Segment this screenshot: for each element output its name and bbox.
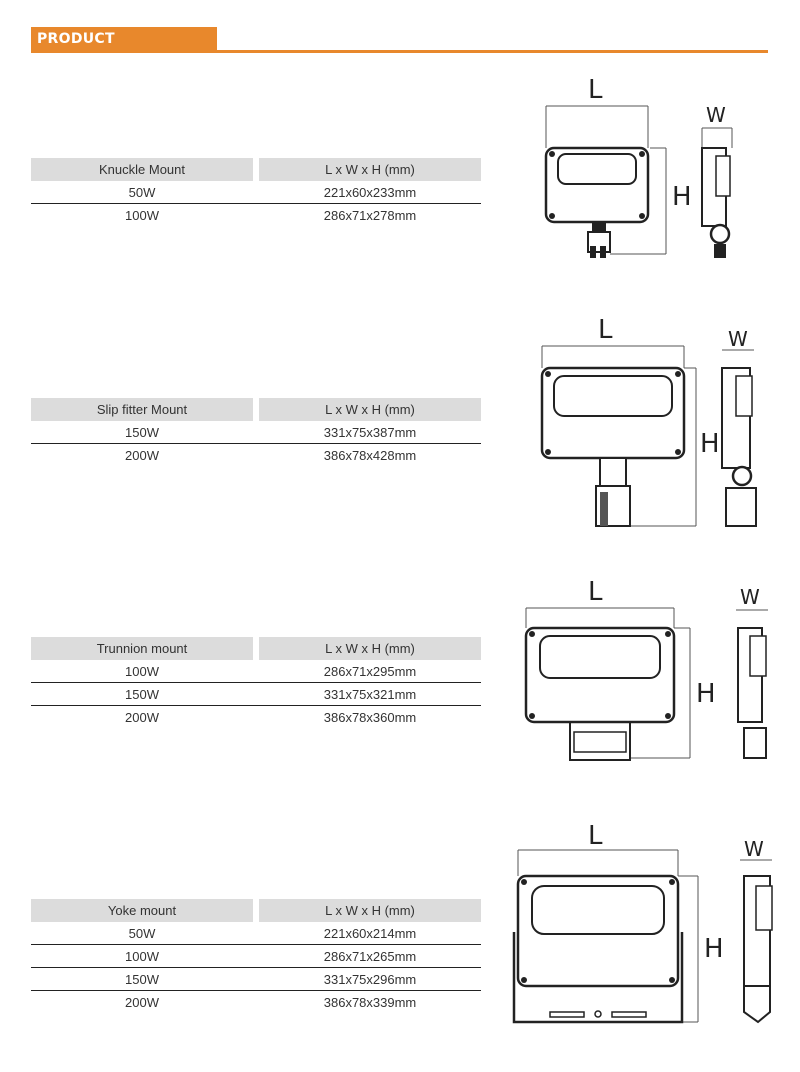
- power-cell: 150W: [125, 687, 159, 702]
- dims-header: L x W x H (mm): [259, 158, 481, 181]
- yoke-mount-drawing: [500, 812, 785, 1037]
- power-cell: 150W: [125, 425, 159, 440]
- section-title: PRODUCT SPECIFICATION: [31, 27, 217, 51]
- mount-type-header: Yoke mount: [31, 899, 253, 922]
- power-cell: 100W: [125, 208, 159, 223]
- table-header-row: [31, 899, 481, 922]
- width-label: W: [706, 103, 726, 127]
- power-cell: 50W: [128, 926, 156, 941]
- dims-cell: 386x78x428mm: [323, 448, 417, 463]
- table-row: [31, 922, 481, 945]
- spec-table-slip-fitter: [31, 398, 481, 466]
- dims-cell: 386x78x360mm: [323, 710, 417, 725]
- dims-header: L x W x H (mm): [259, 899, 481, 922]
- table-row: [31, 204, 481, 226]
- table-row: [31, 181, 481, 204]
- height-label: H: [700, 429, 720, 459]
- power-cell: 50W: [128, 185, 156, 200]
- trunnion-mount-drawing: [510, 572, 780, 777]
- width-label: W: [744, 837, 764, 861]
- table-row: [31, 444, 481, 466]
- width-label: W: [728, 327, 748, 351]
- knuckle-mount-drawing: [510, 70, 770, 295]
- power-cell: 100W: [125, 664, 159, 679]
- spec-table-yoke: [31, 899, 481, 1013]
- power-cell: 100W: [125, 949, 159, 964]
- dims-cell: 286x71x265mm: [323, 949, 417, 964]
- width-label: W: [740, 585, 760, 609]
- table-row: [31, 421, 481, 444]
- length-label: L: [588, 75, 603, 105]
- power-cell: 150W: [125, 972, 159, 987]
- height-label: H: [696, 679, 716, 709]
- table-row: [31, 945, 481, 968]
- table-row: [31, 968, 481, 991]
- spec-table-trunnion: [31, 637, 481, 728]
- mount-type-header: Trunnion mount: [31, 637, 253, 660]
- slip-fitter-mount-drawing: [520, 310, 780, 535]
- table-row: [31, 991, 481, 1013]
- table-header-row: [31, 158, 481, 181]
- dims-header: L x W x H (mm): [259, 398, 481, 421]
- dims-cell: 331x75x321mm: [323, 687, 417, 702]
- dims-cell: 331x75x296mm: [323, 972, 417, 987]
- mount-type-header: Knuckle Mount: [31, 158, 253, 181]
- dims-header: L x W x H (mm): [259, 637, 481, 660]
- length-label: L: [598, 315, 613, 345]
- table-row: [31, 706, 481, 728]
- dims-cell: 286x71x295mm: [323, 664, 417, 679]
- dims-cell: 221x60x214mm: [323, 926, 417, 941]
- power-cell: 200W: [125, 995, 159, 1010]
- table-header-row: [31, 637, 481, 660]
- length-label: L: [588, 577, 603, 607]
- dims-cell: 286x71x278mm: [323, 208, 417, 223]
- height-label: H: [672, 182, 692, 212]
- dims-cell: 221x60x233mm: [323, 185, 417, 200]
- header-rule: [31, 50, 768, 53]
- power-cell: 200W: [125, 448, 159, 463]
- table-row: [31, 683, 481, 706]
- dims-cell: 386x78x339mm: [323, 995, 417, 1010]
- table-header-row: [31, 398, 481, 421]
- power-cell: 200W: [125, 710, 159, 725]
- dims-cell: 331x75x387mm: [323, 425, 417, 440]
- mount-type-header: Slip fitter Mount: [31, 398, 253, 421]
- spec-table-knuckle: [31, 158, 481, 226]
- length-label: L: [588, 821, 603, 851]
- table-row: [31, 660, 481, 683]
- height-label: H: [704, 934, 724, 964]
